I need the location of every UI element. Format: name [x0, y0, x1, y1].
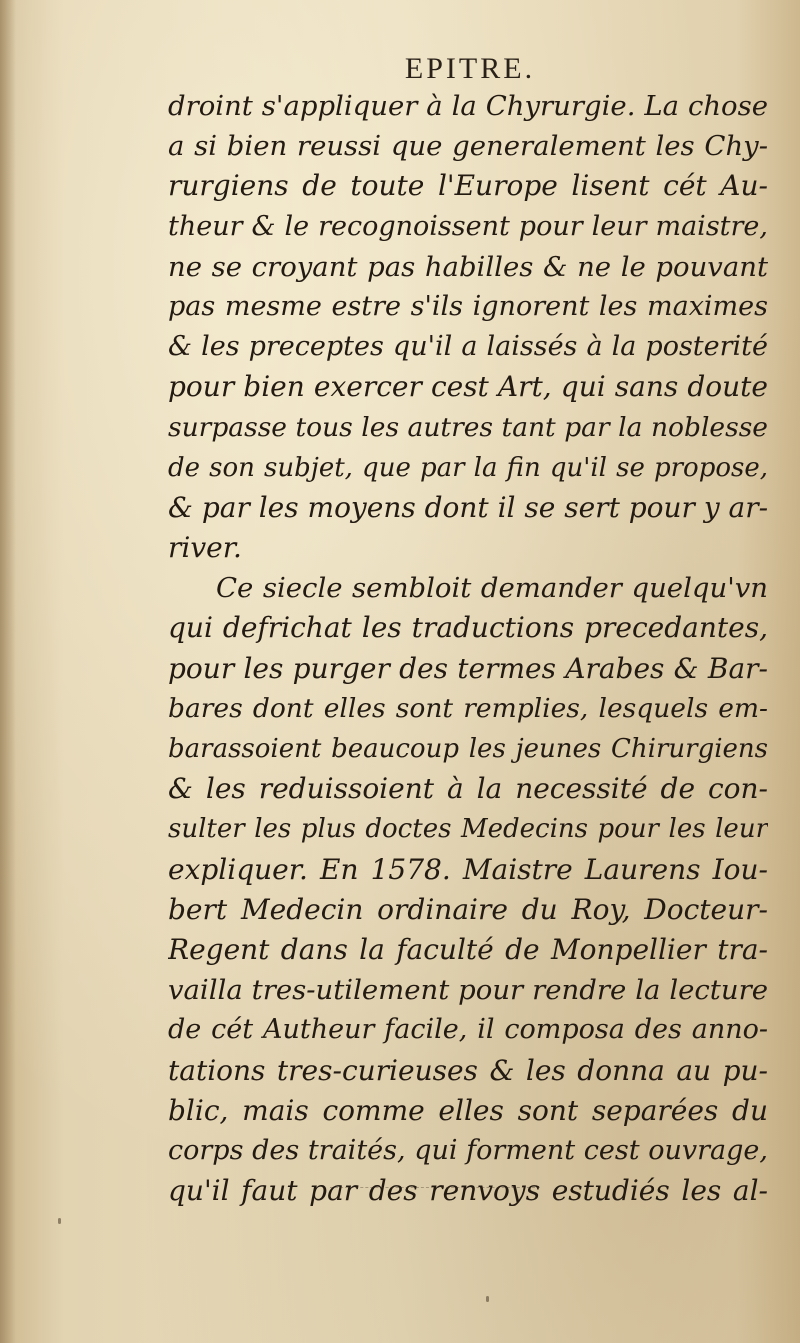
text-line: pour bien exercer cest Art, qui sans doute: [168, 370, 768, 404]
text-line: sulter les plus doctes Medecins pour les leur: [168, 814, 768, 845]
body-text: [168, 86, 768, 1211]
text-line: surpasse tous les autres tant par la noblesse: [168, 411, 768, 443]
text-line: de cét Autheur facile, il composa des anno-: [168, 1014, 768, 1046]
text-line: pour les purger des termes Arabes & Bar-: [168, 651, 768, 685]
text-line: rurgiens de toute l'Europe lisent cét Au-: [168, 169, 768, 203]
text-line: ne se croyant pas habilles & ne le pouvant: [168, 250, 768, 283]
text-line: & les preceptes qu'il a laissés à la posterité: [168, 331, 768, 363]
text-line: qui defrichat les traductions precedantes,: [168, 611, 768, 645]
text-line: vailla tres-utilement pour rendre la lecture: [168, 974, 768, 1007]
text-line: Regent dans la faculté de Monpellier tra-: [168, 932, 768, 966]
text-line: bares dont elles sont remplies, lesquels em-: [168, 692, 768, 724]
running-head-text: EPITRE.: [404, 52, 536, 85]
text-line: a si bien reussi que generalement les Chy-: [168, 130, 768, 163]
ink-speck: [486, 1296, 489, 1302]
text-line: qu'il faut par des renvoys estudiés les al-: [168, 1174, 768, 1208]
text-line: & les reduissoient à la necessité de con-: [168, 772, 768, 806]
text-line: river.: [168, 531, 242, 565]
text-line: de son subjet, que par la fin qu'il se propose,: [168, 452, 768, 483]
ink-speck: [58, 1218, 61, 1224]
text-line: & par les moyens dont il se sert pour y ar-: [168, 490, 768, 524]
text-line: bert Medecin ordinaire du Roy, Docteur-: [168, 892, 768, 926]
text-line: tations tres-curieuses & les donna au pu-: [168, 1053, 768, 1087]
text-line: corps des traités, qui forment cest ouvrage,: [168, 1134, 768, 1166]
paragraph-start-line: Ce siecle sembloit demander quelqu'vn: [216, 572, 768, 605]
text-line: barassoient beaucoup les jeunes Chirurgiens: [168, 734, 768, 764]
text-line: pas mesme estre s'ils ignorent les maximes: [168, 290, 768, 322]
text-line: expliquer. En 1578. Maistre Laurens Iou-: [168, 852, 768, 886]
text-line: droint s'appliquer à la Chyrurgie. La chose: [168, 90, 768, 122]
text-line: theur & le recognoissent pour leur maistre,: [168, 210, 768, 242]
running-head: [0, 52, 800, 86]
footer-rule: [330, 1187, 540, 1188]
page-gutter-shadow: [0, 0, 16, 1343]
text-line: blic, mais comme elles sont separées du: [168, 1093, 768, 1127]
